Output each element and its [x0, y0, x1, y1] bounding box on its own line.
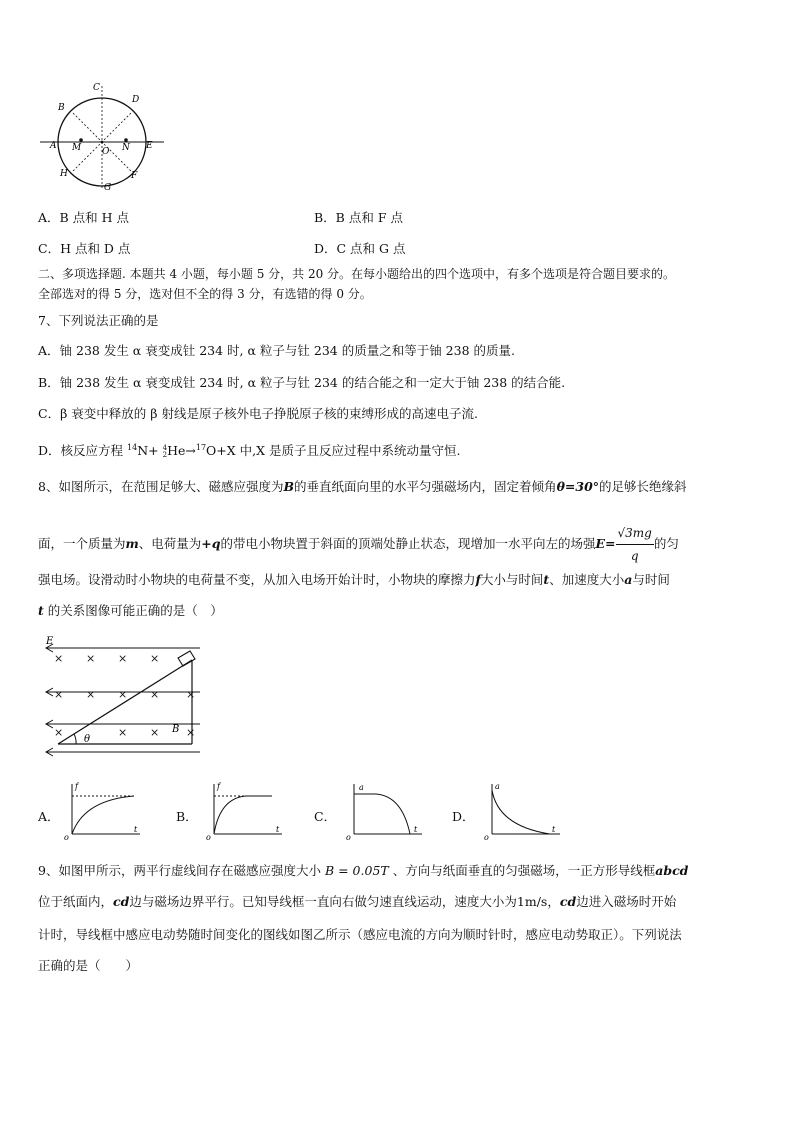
q7-option-a: A．铀 238 发生 α 衰变成钍 234 时, α 粒子与钍 234 的质量之和等于铀 238 的质量.	[38, 343, 515, 358]
q7-option-c: C．β 衰变中释放的 β 射线是原子核外电子挣脱原子核的束缚形成的高速电子流.	[38, 406, 478, 421]
svg-text:a: a	[359, 783, 364, 792]
q7-option-b: B．铀 238 发生 α 衰变成钍 234 时, α 粒子与钍 234 的结合能之和一定大于铀 238 的结合能.	[38, 375, 566, 390]
q8-line1: 8、如图所示，在范围足够大、磁感应强度为B的垂直纸面向里的水平匀强磁场内，固定着倾角θ=30°的足够长绝缘斜	[38, 479, 687, 494]
q9-line3: 计时，导线框中感应电动势随时间变化的图线如图乙所示（感应电流的方向为顺时针时，感应电动势取正）。下列说法	[38, 927, 682, 942]
svg-text:t: t	[552, 825, 556, 834]
q6-option-b: B．B 点和 F 点	[314, 210, 403, 225]
svg-text:×: ×	[54, 652, 64, 665]
svg-text:×: ×	[54, 688, 64, 701]
q9-line2: 位于纸面内，cd边与磁场边界平行。已知导线框一直向右做匀速直线运动，速度大小为1m/s，cd边进入磁场时开始	[38, 894, 677, 909]
graph-a	[64, 780, 144, 840]
svg-text:o: o	[206, 833, 211, 840]
svg-text:×: ×	[86, 652, 96, 665]
svg-text:f: f	[75, 782, 78, 791]
circle-figure	[38, 78, 168, 196]
q8-line2: 面，一个质量为m、电荷量为+q的带电小物块置于斜面的顶端处静止状态，现增加一水平向左的场强E= $\frac{√3mg}{q}$ 的匀	[38, 522, 679, 567]
q9-line4: 正确的是（ ）	[38, 958, 139, 973]
label-o: O	[102, 147, 110, 157]
label-g: G	[104, 183, 112, 193]
label-e: E	[146, 141, 153, 151]
label-d: D	[132, 95, 140, 105]
label-n: N	[122, 143, 130, 153]
q6-option-c: C．H 点和 D 点	[38, 241, 131, 256]
fig-e-label: E	[46, 636, 54, 647]
svg-text:×: ×	[118, 688, 128, 701]
graph-c	[346, 780, 426, 840]
q9-line1: 9、如图甲所示，两平行虚线间存在磁感应强度大小 B = 0.05T 、方向与纸面垂直的匀强磁场，一正方形导线框abcd	[38, 863, 689, 878]
q8-graph-label-b: B．	[176, 809, 198, 824]
section2-line2: 全部选对的得 5 分，选对但不全的得 3 分，有选错的得 0 分。	[38, 287, 372, 301]
svg-text:×: ×	[186, 726, 196, 739]
fig-theta-label: θ	[84, 734, 91, 745]
svg-text:t: t	[134, 825, 138, 834]
label-h: H	[60, 169, 68, 179]
svg-text:o: o	[346, 833, 351, 840]
graph-b	[206, 780, 286, 840]
svg-text:×: ×	[186, 688, 196, 701]
label-c: C	[93, 83, 100, 93]
incline-figure	[40, 632, 210, 758]
svg-text:×: ×	[150, 726, 160, 739]
svg-text:f: f	[217, 782, 220, 791]
q7-stem: 7、下列说法正确的是	[38, 313, 159, 328]
svg-text:×: ×	[150, 688, 160, 701]
svg-text:t: t	[414, 825, 418, 834]
section2-line1: 二、多项选择题. 本题共 4 小题，每小题 5 分，共 20 分。在每小题给出的四个选项中，有多个选项是符合题目要求的。	[38, 267, 676, 281]
svg-text:×: ×	[54, 726, 64, 739]
field-fraction: $\frac{√3mg}{q}$	[616, 522, 654, 567]
q7-option-d: D．核反应方程 $^{14}$N+ 4 2He→$^{17}$O+X 中,X 是质子且反应过程中系统动量守恒.	[38, 443, 461, 459]
svg-text:×: ×	[86, 688, 96, 701]
he-index: 4 2	[162, 443, 168, 459]
label-a: A	[50, 141, 57, 151]
svg-text:a: a	[495, 782, 500, 791]
svg-text:o: o	[484, 833, 489, 840]
svg-text:×: ×	[118, 652, 128, 665]
graph-d	[484, 780, 564, 840]
q6-option-a: A．B 点和 H 点	[38, 210, 130, 225]
svg-text:×: ×	[150, 652, 160, 665]
svg-text:t: t	[276, 825, 280, 834]
q8-graph-label-d: D．	[452, 809, 475, 824]
q8-graph-label-c: C．	[314, 809, 337, 824]
svg-text:×: ×	[118, 726, 128, 739]
svg-text:o: o	[64, 833, 69, 840]
label-b: B	[58, 103, 65, 113]
fig-b-label: B	[172, 724, 180, 735]
q8-line3: 强电场。设滑动时小物块的电荷量不变，从加入电场开始计时，小物块的摩擦力f大小与时间t、加速度大小a与时间	[38, 572, 670, 587]
label-m: M	[72, 143, 82, 153]
q6-option-d: D．C 点和 G 点	[314, 241, 406, 256]
q8-graph-label-a: A．	[38, 809, 60, 824]
q8-line4: t 的关系图像可能正确的是（ ）	[38, 603, 223, 618]
label-f: F	[131, 171, 138, 181]
